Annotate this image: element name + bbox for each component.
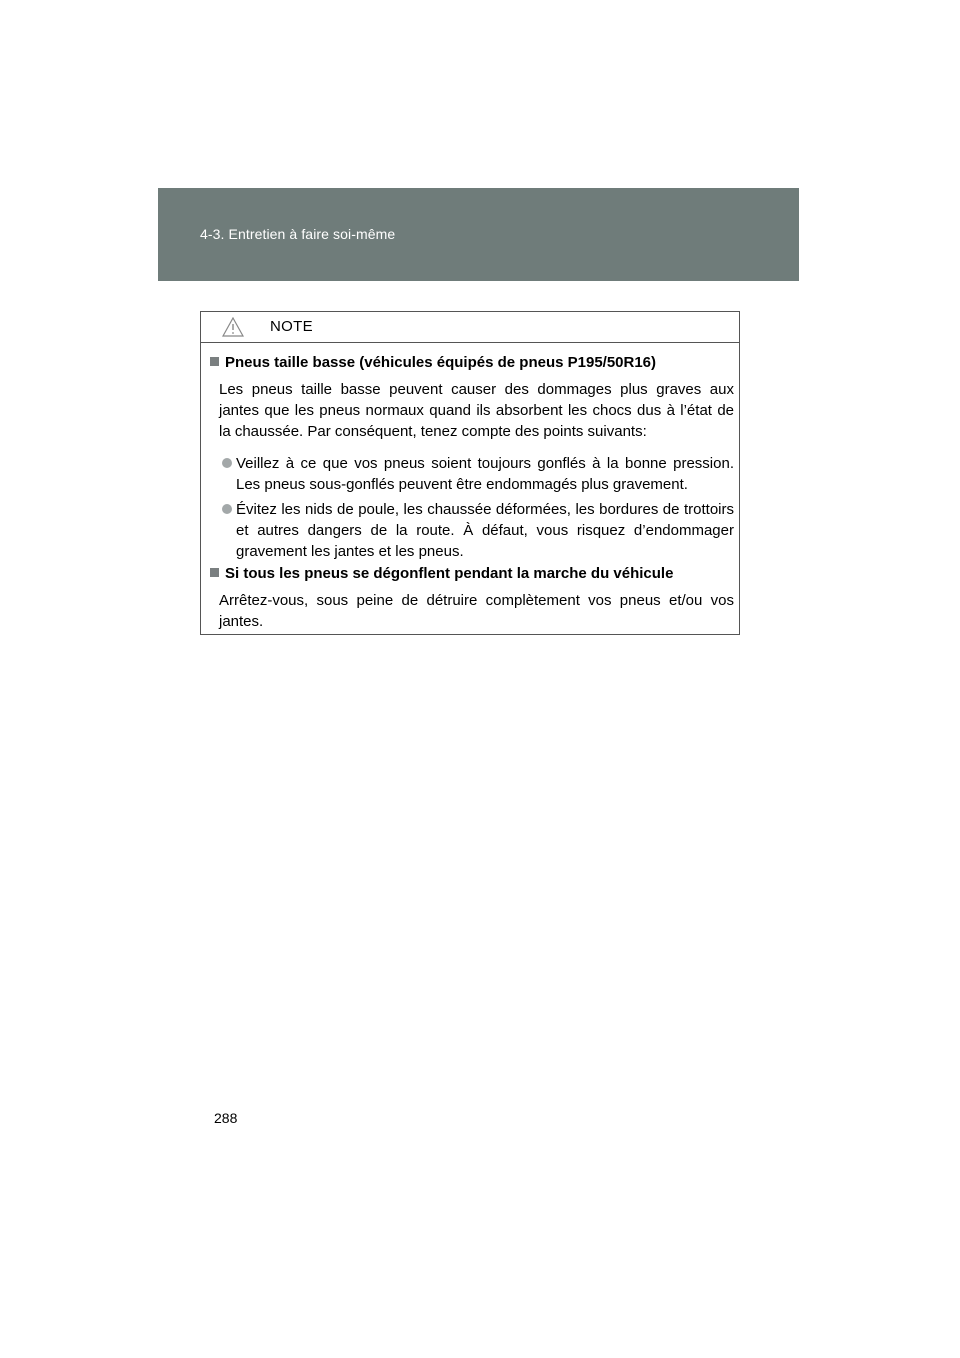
section-heading: Pneus taille basse (véhicules équipés de pneus P195/50R16): [210, 354, 656, 371]
round-bullet-icon: [222, 458, 232, 468]
section-heading: Si tous les pneus se dégonflent pendant la marche du véhicule: [210, 565, 673, 582]
section-title: 4-3. Entretien à faire soi-même: [200, 226, 396, 242]
note-label: NOTE: [270, 318, 313, 335]
section-header-bar: [158, 188, 799, 281]
square-bullet-icon: [210, 357, 219, 366]
page-number: 288: [214, 1110, 238, 1126]
square-bullet-icon: [210, 568, 219, 577]
section-paragraph: Les pneus taille basse peuvent causer des dommages plus graves aux jantes que les pneus normaux quand ils absorbent les chocs dus à l’état de la chaussée. Par conséquent, tenez compte des points suivants:: [219, 381, 734, 440]
round-bullet-icon: [222, 504, 232, 514]
note-box: NOTE Pneus taille basse (véhicules équipés de pneus P195/50R16) Les pneus taille basse peuvent causer des dommages plus graves aux jantes que les pneus normaux quand ils absorbent les chocs dus à l’état de la chaussée. Par conséquent, tenez compte des points suivants: Veillez à ce que vos pneus soient toujours gonflés à la bonne pression. Les pneus sous-gonflés peuvent être endommagés plus gravement. Évitez les nids de poule, les chaussée déformées, les bordures de trottoirs et autres dangers de la route. À défaut, vous risquez d’endommager gravement les jantes et les pneus. Si tous les pneus se dégonflent pendant la marche du véhicule Arrêtez-vous, sous peine de détruire complètement vos pneus et/ou vos jantes.: [200, 311, 740, 635]
section-paragraph: Arrêtez-vous, sous peine de détruire complètement vos pneus et/ou vos jantes.: [219, 592, 734, 630]
warning-triangle-icon: [222, 317, 244, 337]
note-header: [201, 312, 739, 343]
